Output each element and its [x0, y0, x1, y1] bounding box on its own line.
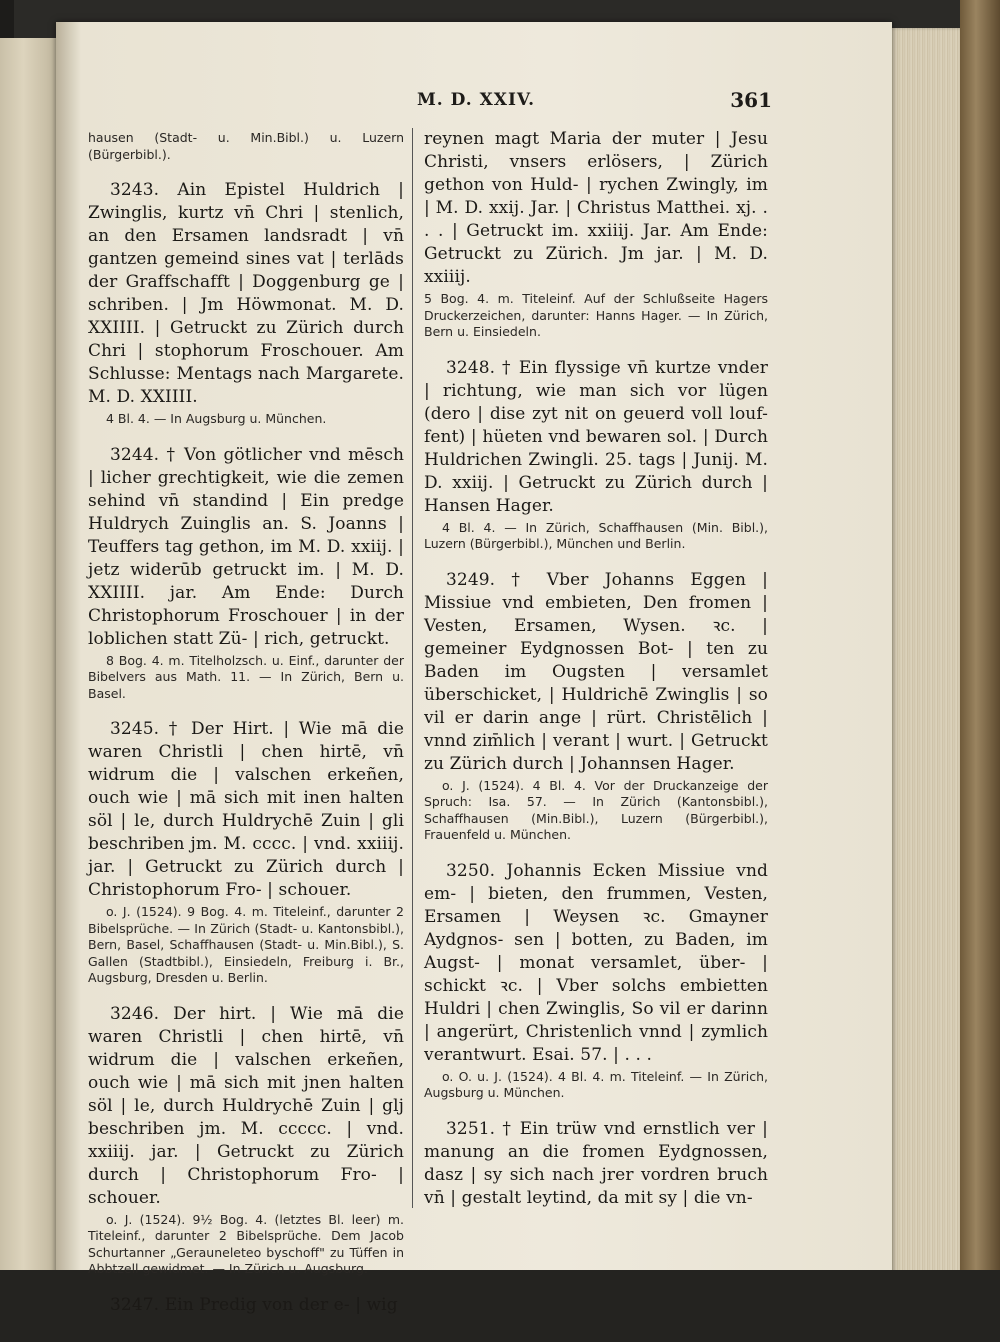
entry-3245 — [88, 718, 404, 987]
entry-title: † Der Hirt. | Wie mā die waren Christli | chen hirtē, vn̄ widrum die | valschen erkeñen, ouch wie | mā sich mit inen halten söl | le, durch Huldrychē Zuin | gli beschriben jm. M. cccc. | vnd. xxiiij. jar. | Getruckt zu Zürich durch | Christophorum Fro- | schouer. — [88, 719, 404, 900]
entry-3248 — [424, 357, 768, 553]
entry-note: hausen (Stadt- u. Min.Bibl.) u. Luzern (Bürgerbibl.). — [88, 130, 404, 162]
left-column — [88, 128, 404, 1333]
entry-3244 — [88, 444, 404, 703]
right-column — [424, 128, 768, 1226]
entry-number: 3243. — [110, 180, 160, 200]
entry-title: reynen magt Maria der muter | Jesu Christi, vnsers erlösers, | Zürich gethon von Huld- | rychen Zwingly, im | M. D. xxij. Jar. | Christus Matthei. xj. . . . | Getruckt im. xxiiij. Jar. Am Ende: Getruckt zu Zürich. Jm jar. | M. D. xxiiij. — [424, 129, 768, 287]
entry-note: 8 Bog. 4. m. Titelholzsch. u. Einf., darunter der Bibelvers aus Math. 11. — In Zürich, Bern u. Basel. — [88, 652, 404, 701]
entry-3251 — [424, 1118, 768, 1210]
entry-3249 — [424, 569, 768, 844]
entry-title: Ein Predig von der e- | wig — [164, 1294, 398, 1315]
entry-title: Der hirt. | Wie mā die waren Christli | chen hirtē, vn̄ widrum die | valschen erkeñen, ouch wie | mā sich mit jnen halten söl | le, durch Huldrychē Zuin | glj beschriben jm. M. ccccc. | vnd. xxiiij. jar. | Getruckt zu Zürich durch | Christophorum Fro- | schouer. — [88, 1003, 404, 1208]
entry-title: † Ein flyssige vn̄ kurtze vnder | richtung, wie man sich vor lügen (dero | dise zyt nit on geuerd voll louf- fent) | hüeten vnd bewaren sol. | Durch Huldrichen Zwingli. 25. tags | Junij. M. D. xxiij. | Getruckt zu Zürich durch | Hansen Hager. — [424, 357, 768, 516]
entry-3243 — [88, 179, 404, 428]
running-head: M. D. XXIV. — [416, 90, 536, 110]
entry-number: 3251. — [446, 1118, 496, 1139]
entry-title: Johannis Ecken Missiue vnd em- | bieten, den frummen, Vesten, Ersamen | Weysen ꝛc. Gmayner Aydgnos- sen | botten, zu Baden, im Augst- | monat versamlet, über- | schickt ꝛc. | Vber solchs embietten Huldri | chen Zwinglis, So vil er darinn | angerürt, Christenlich vnnd | zymlich verantwurt. Esai. 57. | . . . — [424, 860, 768, 1065]
entry-title: Ain Epistel Huldrich | Zwinglis, kurtz vn̄ Chri | stenlich, an den Ersamen landsradt | vn̄ gantzen gemeind sines vat | terlāds der Graffschafft | Doggenburg ge | schriben. | Jm Höwmonat. M. D. XXIIII. | Getruckt zu Zürich durch Chri | stophorum Froschouer. Am Schlusse: Mentags nach Margarete. M. D. XXIIII. — [88, 180, 404, 407]
entry-note: 5 Bog. 4. m. Titeleinf. Auf der Schlußseite Hagers Druckerzeichen, darunter: Hanns Hager. — In Zürich, Bern u. Einsiedeln. — [424, 291, 768, 339]
entry-title: † Vber Johanns Eggen | Missiue vnd embieten, Den fromen | Vesten, Ersamen, Wysen. ꝛc. | gemeiner Eydgnossen Bot- | ten zu Baden im Ougsten | versamlet überschicket, | Huldrichē Zwinglis | so vil er darin ange | rürt. Christēlich | vnnd zim̄lich | verant | wurt. | Getruckt zu Zürich durch | Johannsen Hager. — [424, 569, 768, 774]
entry-number: 3250. — [446, 860, 496, 881]
entry-note: o. J. (1524). 9½ Bog. 4. (letztes Bl. leer) m. Titeleinf., darunter 2 Bibelsprüche. Dem Jacob Schurtanner „Gerauneleteo byschoff" zu Tüffen in Abbtzell gewidmet. — In Zürich u. Augsburg. — [88, 1211, 404, 1276]
entry-3246 — [88, 1003, 404, 1278]
entry-note: o. J. (1524). 9 Bog. 4. m. Titeleinf., darunter 2 Bibelsprüche. — In Zürich (Stadt- u. Kantonsbibl.), Bern, Basel, Schaffhausen (Stadt- u. Min.Bibl.), S. Gallen (Stadtbibl.), Einsiedeln, Freiburg i. Br., Augsburg, Dresden u. Berlin. — [88, 904, 404, 985]
entry-note: 4 Bl. 4. — In Augsburg u. München. — [106, 411, 327, 426]
entry-3247 — [88, 1294, 404, 1317]
book-cover — [960, 0, 1000, 1342]
entry-title: † Ein trüw vnd ernstlich ver | manung an die fromen Eydgnossen, dasz | sy sich nach jrer vordren bruch vn̄ | gestalt leytind, da mit sy | die vn- — [424, 1118, 768, 1208]
entry-number: 3244. — [110, 444, 160, 465]
entry-3250 — [424, 860, 768, 1102]
entry-note: o. J. (1524). 4 Bl. 4. Vor der Druckanzeige der Spruch: Isa. 57. — In Zürich (Kantonsbibl.), Schaffhausen (Min.Bibl.), Luzern (Bürgerbibl.), Frauenfeld u. München. — [424, 777, 768, 842]
entry-number: 3249. — [446, 569, 496, 590]
entry-3247-continued — [424, 128, 768, 341]
entry-number: 3245. — [110, 719, 160, 739]
page-number: 361 — [730, 88, 772, 112]
entry-title: † Von götlicher vnd mēsch | licher grechtigkeit, wie die zemen sehind vn̄ standind | Ein predge Huldrych Zuinglis an. S. Joanns | Teuffers tag gethon, im M. D. xxiij. | jetz widerūb getruckt im. | M. D. XXIIII. jar. Am Ende: Durch Christophorum Froschouer | in der loblichen statt Zü- | rich, getruckt. — [88, 444, 404, 649]
entry-note: 4 Bl. 4. — In Zürich, Schaffhausen (Min. Bibl.), Luzern (Bürgerbibl.), München und Berlin. — [424, 519, 768, 551]
page-header — [56, 90, 892, 120]
entry-number: 3246. — [110, 1003, 160, 1024]
facing-page-edge — [0, 38, 58, 1276]
entry-continuation — [88, 130, 404, 163]
column-rule — [412, 128, 413, 1208]
entry-note: o. O. u. J. (1524). 4 Bl. 4. m. Titeleinf. — In Zürich, Augsburg u. München. — [424, 1068, 768, 1100]
entry-number: 3248. — [446, 357, 496, 378]
entry-number: 3247. — [110, 1294, 160, 1315]
